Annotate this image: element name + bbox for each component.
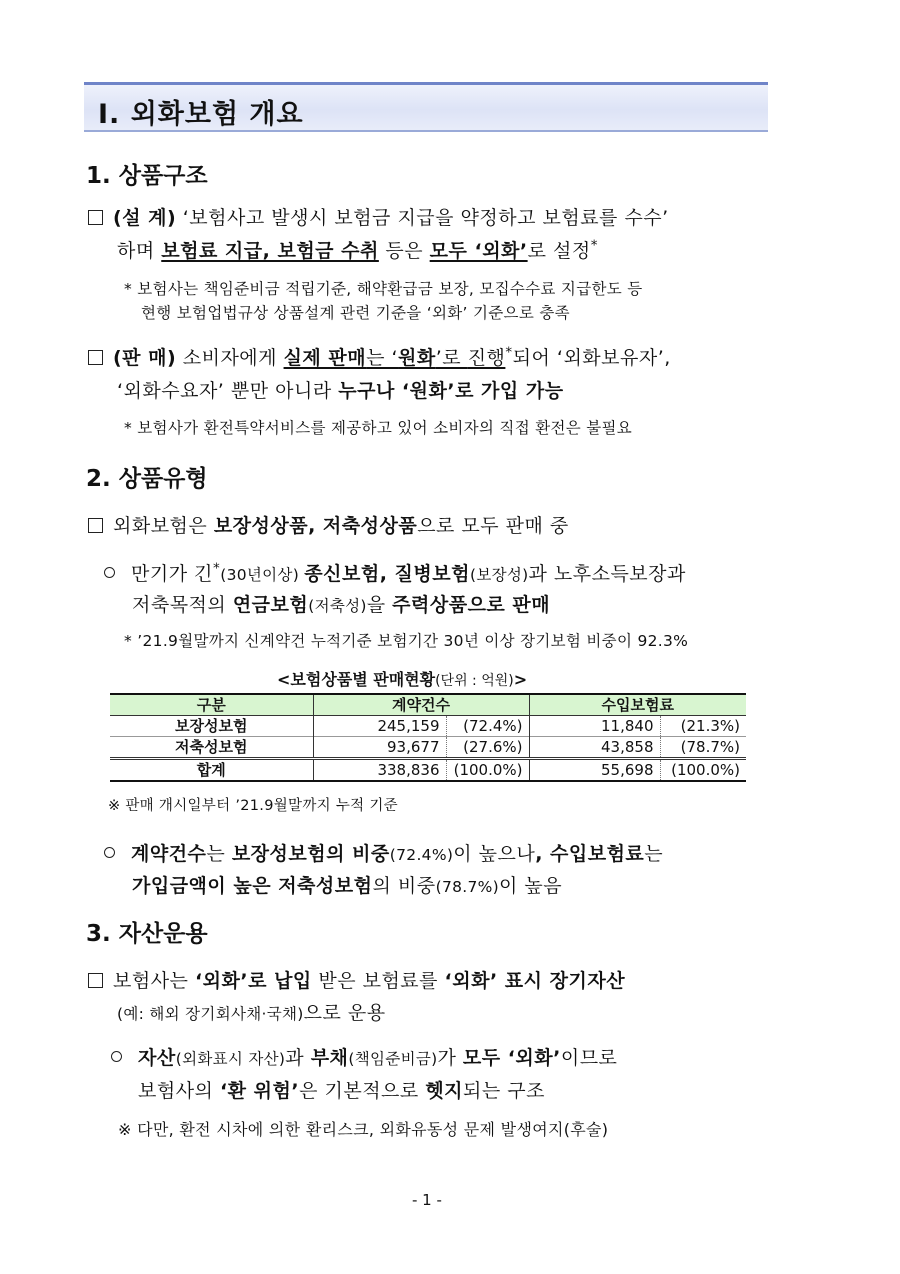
asset-bullet-text-i: 보험사의 bbox=[138, 1080, 220, 1102]
bullet1-text-a: 만기가 긴 bbox=[131, 563, 213, 585]
asset-paragraph-line1 bbox=[88, 966, 625, 993]
asset-bullet-text-b: (외화표시 자산) bbox=[175, 1050, 286, 1068]
asset-text-a: 보험사는 bbox=[113, 970, 195, 992]
sales-note: * 보험사가 환전특약서비스를 제공하고 있어 소비자의 직접 환전은 불필요 bbox=[124, 419, 633, 437]
asset-bullet-emph-3: 모두 ‘외화’ bbox=[462, 1047, 561, 1069]
table-cell-contracts-pct: (27.6%) bbox=[446, 737, 529, 759]
table-cell-contracts-pct: (100.0%) bbox=[446, 759, 529, 782]
types-emph: 보장성상품, 저축성상품 bbox=[213, 515, 418, 537]
table-cell-premium: 11,840 bbox=[529, 716, 660, 737]
asset-emph-1: ‘외화’로 납입 bbox=[194, 970, 312, 992]
design-footnote-mark: * bbox=[590, 237, 598, 254]
circle-bullet-icon bbox=[104, 847, 115, 858]
types-bullet2-line2 bbox=[132, 871, 562, 898]
checkbox-square-icon bbox=[88, 350, 103, 365]
checkbox-square-icon bbox=[88, 210, 103, 225]
bullet2-emph-2: 보장성보험의 비중 bbox=[231, 843, 390, 865]
sales-paragraph-line2 bbox=[117, 376, 564, 403]
asset-text-f: 으로 운용 bbox=[303, 1002, 386, 1024]
asset-bullet-text-m: 되는 구조 bbox=[463, 1080, 545, 1102]
table-header-contracts: 계약건수 bbox=[313, 694, 529, 716]
asset-bullet-text-f: 가 bbox=[437, 1047, 463, 1069]
circle-bullet-icon bbox=[104, 567, 115, 578]
bullet2-text-g: 는 bbox=[644, 843, 664, 865]
asset-bullet-text-h: 이므로 bbox=[560, 1047, 618, 1069]
design-emph-1: 보험료 지급, 보험금 수취 bbox=[161, 240, 379, 262]
asset-bullet-text-k: 은 기본적으로 bbox=[299, 1080, 426, 1102]
table-row-total bbox=[110, 759, 746, 782]
table-cell-contracts: 93,677 bbox=[313, 737, 446, 759]
bullet1-text-h: (저축성) bbox=[308, 597, 367, 615]
bullet2-text-d: (72.4%) bbox=[389, 846, 454, 864]
heading-product-types: 2. 상품유형 bbox=[86, 466, 208, 492]
bullet1-footnote-mark: * bbox=[212, 560, 221, 577]
sales-emph-3: 누구나 ‘원화’로 가입 가능 bbox=[338, 380, 564, 402]
section-title-bar bbox=[84, 82, 768, 132]
table-cell-contracts-pct: (72.4%) bbox=[446, 716, 529, 737]
asset-text-e: (예: 해외 장기회사채·국채) bbox=[117, 1005, 304, 1023]
design-paragraph-line2 bbox=[117, 236, 598, 263]
sales-text-1a: 소비자에게 bbox=[176, 347, 284, 369]
table-footnote: ※ 판매 개시일부터 ’21.9월말까지 누적 기준 bbox=[108, 798, 398, 814]
table-title bbox=[277, 667, 527, 690]
table-row bbox=[110, 716, 746, 737]
circle-bullet-icon bbox=[111, 1051, 122, 1062]
table-title-unit: (단위 : 억원) bbox=[435, 673, 514, 689]
types-paragraph bbox=[88, 511, 569, 538]
sales-footnote-mark: * bbox=[505, 344, 513, 361]
design-paragraph-line1 bbox=[88, 203, 669, 230]
asset-paragraph-line2 bbox=[117, 998, 386, 1025]
types-text-c: 으로 모두 판매 중 bbox=[417, 515, 569, 537]
heading-asset-management: 3. 자산운용 bbox=[86, 921, 208, 947]
table-cell-category: 저축성보험 bbox=[110, 737, 313, 759]
bullet2-text-k: 이 높음 bbox=[499, 875, 563, 897]
table-cell-premium-pct: (100.0%) bbox=[660, 759, 746, 782]
sales-paragraph-line1 bbox=[88, 343, 671, 370]
bullet1-emph-1: 종신보험, 질병보험 bbox=[304, 563, 470, 585]
bullet1-text-d: (보장성) bbox=[469, 566, 529, 584]
types-bullet-line2 bbox=[132, 590, 550, 617]
sales-status-table bbox=[110, 693, 746, 782]
table-cell-contracts: 338,836 bbox=[313, 759, 446, 782]
design-text-1: ‘보험사고 발생시 보험금 지급을 약정하고 보험료를 수수’ bbox=[176, 207, 669, 229]
table-cell-premium-pct: (21.3%) bbox=[680, 717, 740, 735]
bullet1-emph-3: 주력상품으로 판매 bbox=[392, 594, 551, 616]
bullet2-emph-4: 가입금액이 높은 저축성보험 bbox=[132, 875, 373, 897]
table-header-row bbox=[110, 694, 746, 716]
table-cell-contracts: 245,159 bbox=[313, 716, 446, 737]
asset-note: ※ 다만, 환전 시차에 의한 환리스크, 외화유동성 문제 발생여지(후술) bbox=[118, 1120, 609, 1139]
table-cell-premium: 55,698 bbox=[529, 759, 660, 782]
sales-text-1e: ’로 bbox=[435, 347, 468, 369]
table-cell-category: 보장성보험 bbox=[110, 716, 313, 737]
bullet1-text-b: (30년이상) bbox=[220, 566, 305, 584]
types-bullet-note: * ’21.9월말까지 신계약건 누적기준 보험기간 30년 이상 장기보험 비중이 92.3% bbox=[124, 632, 689, 650]
bullet2-emph-3: , 수입보험료 bbox=[535, 843, 645, 865]
bullet2-text-b: 는 bbox=[206, 843, 232, 865]
asset-bullet-emph-2: 부채 bbox=[310, 1047, 349, 1069]
table-row bbox=[110, 737, 746, 759]
bullet1-text-e: 과 노후소득보장과 bbox=[528, 563, 686, 585]
page-number: - 1 - bbox=[412, 1191, 442, 1209]
types-bullet2-line1 bbox=[104, 839, 663, 866]
table-cell-premium-pct: (78.7%) bbox=[660, 737, 746, 759]
asset-bullet-line1 bbox=[111, 1043, 617, 1070]
table-title-close: > bbox=[513, 670, 528, 689]
bullet1-emph-2: 연금보험 bbox=[232, 594, 309, 616]
design-tag: (설 계) bbox=[113, 207, 177, 229]
table-cell-premium: 43,858 bbox=[529, 737, 660, 759]
checkbox-square-icon bbox=[88, 973, 103, 988]
asset-bullet-text-c: 과 bbox=[285, 1047, 311, 1069]
bullet1-text-f: 저축목적의 bbox=[132, 594, 233, 616]
sales-emph-2: 원화 bbox=[398, 347, 436, 369]
bullet2-emph-1: 계약건수 bbox=[131, 843, 207, 865]
asset-bullet-emph-4: ‘환 위험’ bbox=[219, 1080, 300, 1102]
asset-bullet-text-e: (책임준비금) bbox=[348, 1050, 438, 1068]
sales-text-1g: 되어 ‘외화보유자’, bbox=[512, 347, 671, 369]
asset-bullet-line2 bbox=[138, 1076, 545, 1103]
types-text-a: 외화보험은 bbox=[113, 515, 214, 537]
asset-bullet-emph-5: 헷지 bbox=[425, 1080, 464, 1102]
design-note-line1: * 보험사는 책임준비금 적립기준, 해약환급금 보장, 모집수수료 지급한도 등 bbox=[124, 280, 643, 298]
sales-tag: (판 매) bbox=[113, 347, 177, 369]
design-note-line2: 현행 보험업법규상 상품설계 관련 기준을 ‘외화’ 기준으로 충족 bbox=[141, 304, 570, 322]
bullet1-text-i: 을 bbox=[366, 594, 393, 616]
table-cell-category: 합계 bbox=[110, 759, 313, 782]
bullet2-text-i: 의 비중 bbox=[372, 875, 436, 897]
sales-emph-1: 실제 판매 bbox=[283, 347, 367, 369]
asset-text-c: 받은 보험료를 bbox=[311, 970, 445, 992]
table-header-premium: 수입보험료 bbox=[529, 694, 746, 716]
asset-emph-2: ‘외화’ 표시 장기자산 bbox=[444, 970, 626, 992]
checkbox-square-icon bbox=[88, 518, 103, 533]
asset-bullet-emph-1: 자산 bbox=[138, 1047, 176, 1069]
design-emph-2: 모두 ‘외화’ bbox=[429, 240, 528, 262]
design-text-2e: 로 설정 bbox=[527, 240, 591, 262]
types-bullet-line1 bbox=[104, 559, 686, 586]
design-text-2c: 등은 bbox=[378, 240, 430, 262]
sales-text-1c: 는 ‘ bbox=[366, 347, 399, 369]
bullet2-text-e: 이 높으나 bbox=[453, 843, 536, 865]
sales-text-1f: 진행 bbox=[467, 347, 506, 369]
sales-text-2a: ‘외화수요자’ 뿐만 아니라 bbox=[117, 380, 339, 402]
heading-product-structure: 1. 상품구조 bbox=[86, 163, 208, 189]
section-title: Ⅰ. 외화보험 개요 bbox=[98, 99, 304, 130]
table-title-main: <보험상품별 판매현황 bbox=[277, 670, 436, 689]
bullet2-text-j: (78.7%) bbox=[435, 878, 500, 896]
table-header-category: 구분 bbox=[110, 694, 313, 716]
design-text-2a: 하며 bbox=[117, 240, 162, 262]
